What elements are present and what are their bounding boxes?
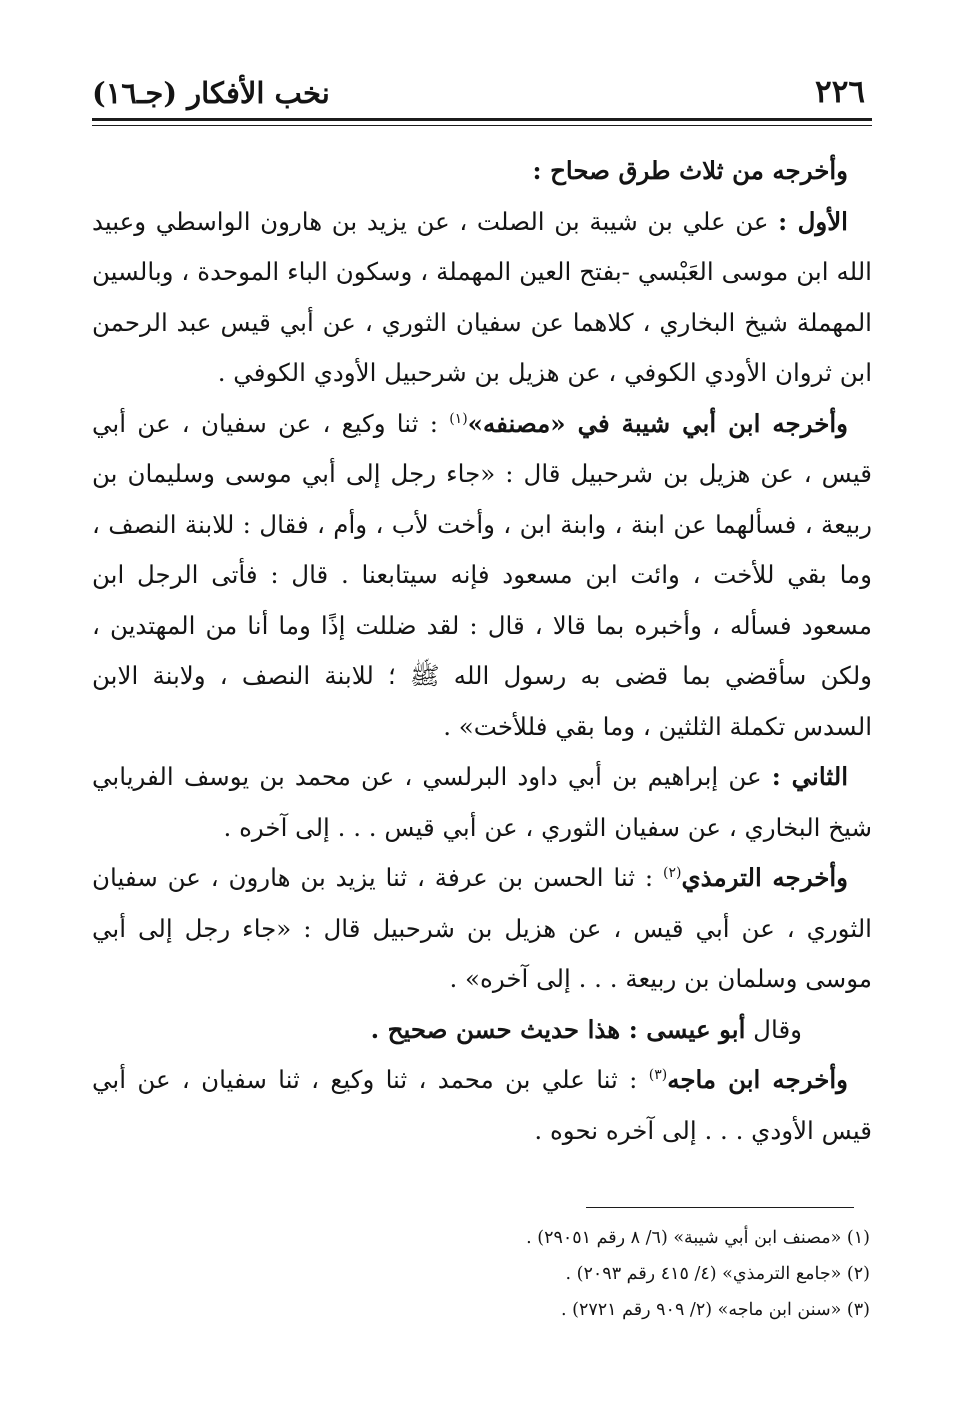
first-route-label: الأول : [778, 206, 848, 236]
tirmidhi-label: وأخرجه الترمذي [681, 863, 848, 892]
header-rule-thick [92, 118, 872, 121]
paragraph-first-route [92, 197, 872, 399]
page-number: ٢٢٦ [815, 74, 865, 110]
abu-isa-prefix: وقال [745, 1014, 802, 1044]
paragraph-tirmidhi [92, 853, 872, 1005]
paragraph-ibn-majah [92, 1055, 872, 1156]
first-route-text: عن علي بن شيبة بن الصلت ، عن يزيد بن هارون الواسطي وعبيد الله ابن موسى العَبْسي -بفتح العين المهملة ، وسكون الباء الموحدة ، وبالسين المهملة شيخ البخاري ، كلاهما عن سفيان الثوري ، عن أبي قيس عبد الرحمن ابن ثروان الأودي الكوفي ، عن هزيل بن شرحبيل الأودي الكوفي . [92, 206, 872, 387]
footnote-separator [586, 1207, 854, 1208]
page-header [92, 60, 865, 110]
footnote-ref-1: (١) [449, 410, 468, 427]
footnote-1: (١) «مصنف ابن أبي شيبة» (٦/ ٨ رقم ٢٩٠٥١) . [526, 1228, 870, 1248]
footnote-ref-3: (٣) [648, 1066, 668, 1083]
paragraph-abu-isa [92, 1005, 872, 1056]
intro-heading: وأخرجه من ثلاث طرق صحاح : [532, 156, 848, 185]
ibn-majah-label: وأخرجه ابن ماجه [667, 1065, 848, 1094]
running-title: نخب الأفكار (جـ١٦) [92, 76, 330, 110]
footnotes [270, 1220, 870, 1328]
footnote-ref-2: (٢) [663, 864, 682, 881]
second-route-text: عن إبراهيم بن أبي داود البرلسي ، عن محمد بن يوسف الفريابي شيخ البخاري ، عن سفيان الثوري ، عن أبي قيس . . . إلى آخره . [92, 762, 872, 842]
footnote-3: (٣) «سنن ابن ماجه» (٢/ ٩٠٩ رقم ٢٧٢١) . [560, 1300, 870, 1320]
main-text [92, 146, 872, 1156]
abu-isa-verdict: أبو عيسى : هذا حديث حسن صحيح . [370, 1014, 746, 1044]
paragraph-intro [92, 146, 872, 197]
tirmidhi-text: : ثنا الحسن بن عرفة ، ثنا يزيد بن هارون ، عن سفيان الثوري ، عن أبي قيس ، عن هزيل بن شرحبيل قال : «جاء رجل إلى أبي موسى وسلمان بن ربيعة . . . إلى آخره» . [92, 863, 872, 993]
paragraph-second-route [92, 752, 872, 853]
paragraph-ibn-abi-shaybah [92, 399, 872, 753]
header-rule-thin [92, 125, 872, 126]
ibn-abi-shaybah-text: : ثنا وكيع ، عن سفيان ، عن أبي قيس ، عن هزيل بن شرحبيل قال : «جاء رجل إلى أبي موسى وسليمان بن ربيعة ، فسألهما عن ابنة ، وابنة ابن ، وأخت لأب ، وأم ، فقال : للابنة النصف ، وما بقي للأخت ، وائت ابن مسعود فإنه سيتابعنا . قال : فأتى الرجل ابن مسعود فسأله ، وأخبره بما قالا ، قال : لقد ضللت إذًا وما أنا من المهتدين ، ولكن سأقضي بما قضى به رسول الله ﷺ ؛ للابنة النصف ، ولابنة الابن السدس تكملة الثلثين ، وما بقي فللأخت» . [92, 408, 872, 741]
ibn-abi-shaybah-label: وأخرجه ابن أبي شيبة في «مصنفه» [467, 408, 848, 438]
footnote-2: (٢) «جامع الترمذي» (٤/ ٤١٥ رقم ٢٠٩٣) . [565, 1264, 870, 1284]
ibn-majah-text: : ثنا علي بن محمد ، ثنا وكيع ، ثنا سفيان ، عن أبي قيس الأودي . . . إلى آخره نحوه . [92, 1065, 872, 1145]
second-route-label: الثاني : [771, 762, 848, 791]
